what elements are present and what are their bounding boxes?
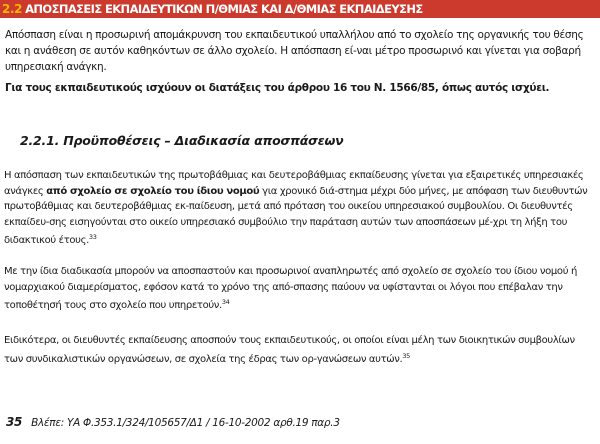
paragraph-text: Η απόσπαση των εκπαιδευτικών της πρωτοβάθμιας και δευτεροβάθμιας εκπαίδευσης γίνεται για εξαιρετικές υπηρεσιακές ανάγκες	[4, 170, 584, 197]
footnote-ref: 35	[402, 351, 410, 360]
section-number: 2.2	[2, 2, 23, 16]
footnote-ref: 34	[221, 298, 230, 307]
footnote-number: 35	[6, 415, 23, 429]
footnote	[6, 415, 340, 429]
law-note: Για τους εκπαιδευτικούς ισχύουν οι διατάξεις του άρθρου 16 του Ν. 1566/85, όπως αυτός ισχύει.	[5, 82, 550, 94]
emphasis-text: από σχολείο σε σχολείο του ίδιου νομού	[46, 185, 260, 197]
paragraph-union-members	[4, 333, 592, 367]
section-header	[0, 0, 600, 18]
paragraph-secondment-procedure	[4, 168, 592, 249]
section-title: ΑΠΟΣΠΑΣΕΙΣ ΕΚΠΑΙΔΕΥΤΙΚΩΝ Π/ΘΜΙΑΣ ΚΑΙ Δ/ΘΜΙΑΣ ΕΚΠΑΙΔΕΥΣΗΣ	[25, 2, 423, 16]
paragraph-substitutes	[4, 264, 592, 314]
intro-paragraph: Απόσπαση είναι η προσωρινή απομάκρυνση του εκπαιδευτικού υπαλλήλου από το σχολείο της οργανικής του θέσης και η ανάθεση σε αυτόν καθηκόντων σε άλλο σχολείο. Η απόσπαση εί-ναι μέτρο προσωρινό και γίνεται για σοβαρή υπηρεσιακή ανάγκη.	[5, 29, 584, 73]
footnote-ref: 33	[88, 233, 97, 242]
footnote-text: Βλέπε: ΥΑ Φ.353.1/324/105657/Δ1 / 16-10-2002 αρθ.19 παρ.3	[31, 417, 340, 429]
paragraph-text: Με την ίδια διαδικασία μπορούν να αποσπαστούν και προσωρινοί αναπληρωτές από σχολείο σε σχολείο του ίδιου νομού ή νομαρχιακού διαμερίσματος, εφόσον κατά το χρόνο της από-σπασης παύουν να υφίστανται οι λόγοι που επέβαλαν την τοποθέτησή τους στο σχολείο που υπηρετούν.	[4, 266, 577, 312]
paragraph-text: για χρονικό διά-στημα μέχρι δύο μήνες, με απόφαση των διευθυντών πρωτοβάθμιας και δευτεροβάθμιας εκ-παίδευση, μετά από πρόταση του οικείου υπηρεσιακού συμβουλίου. Οι διευθυντές εκπαίδευ-σης εισηγούνται στο οικείο υπηρεσιακό συμβούλιο την παράταση αυτών των αποσπάσεων μέ-χρι τη λήξη του διδακτικού έτους.	[4, 185, 588, 247]
paragraph-text: Ειδικότερα, οι διευθυντές εκπαίδευσης αποσπούν τους εκπαιδευτικούς, οι οποίοι είναι μέλη των διοικητικών συμβουλίων των συνδικαλιστικών οργανώσεων, σε σχολεία της έδρας των ορ-γανώσεων αυτών.	[4, 335, 575, 365]
subsection-title: 2.2.1. Προϋποθέσεις – Διαδικασία αποσπάσεων	[20, 133, 344, 148]
